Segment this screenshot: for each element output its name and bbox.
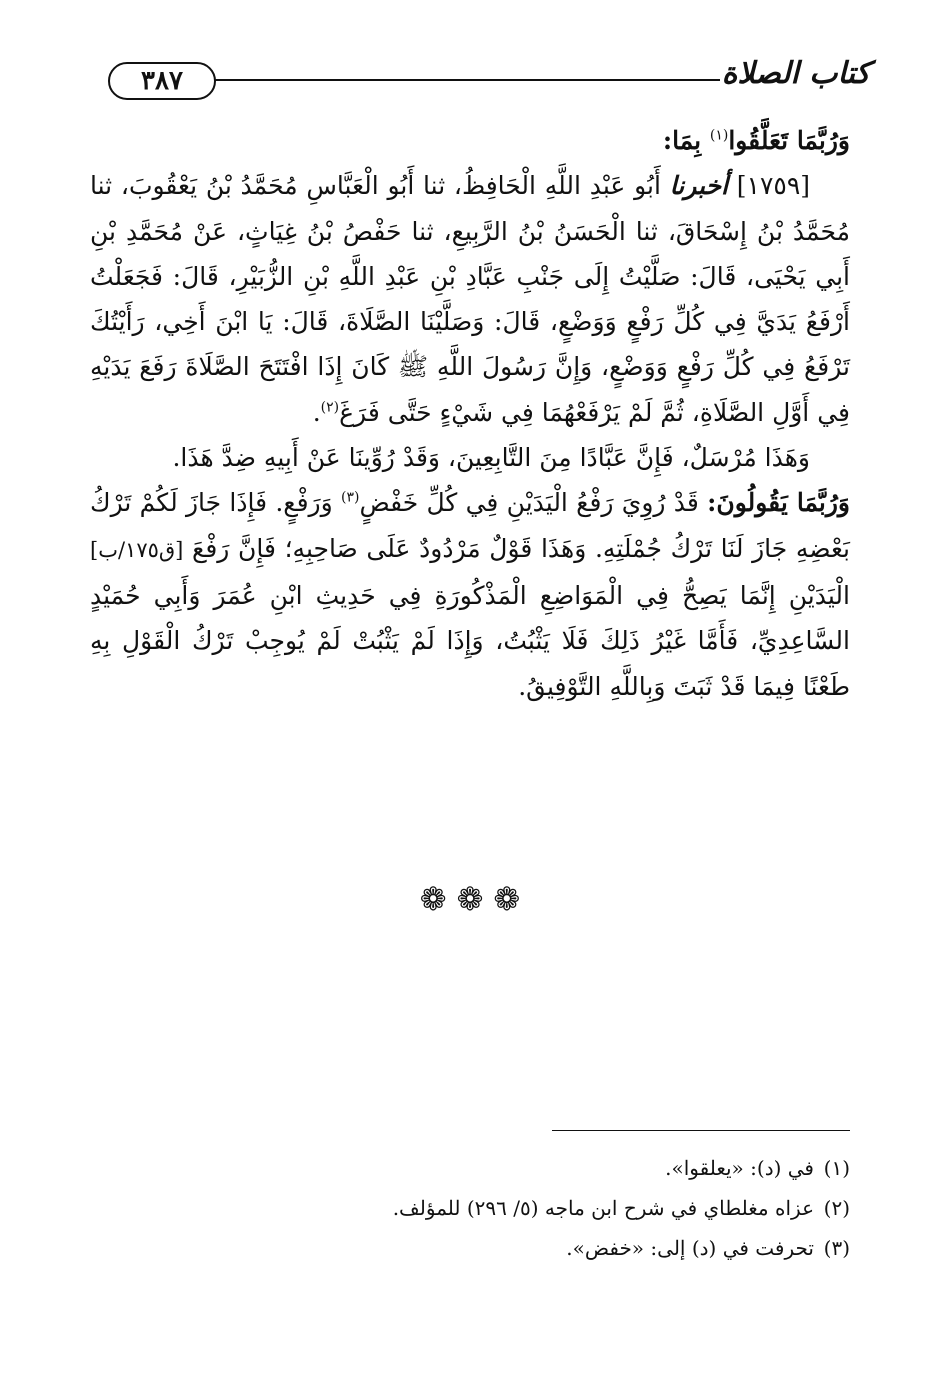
objection-lead: وَرُبَّمَا يَقُولُونَ: bbox=[707, 488, 850, 518]
paragraph-intro bbox=[90, 118, 850, 163]
footnote-item bbox=[90, 1188, 850, 1228]
footnote-ref-1: (١) bbox=[709, 127, 729, 144]
paragraph-hadith bbox=[90, 163, 850, 435]
footnote-item bbox=[90, 1148, 850, 1188]
footnote-number: (١) bbox=[823, 1156, 850, 1180]
manuscript-marker: [ق١٧٥/ب] bbox=[90, 537, 184, 562]
hadith-text: أَبُو عَبْدِ اللَّهِ الْحَافِظُ، ثنا أَبُو الْعَبَّاسِ مُحَمَّدُ بْنُ يَعْقُوبَ، ثنا مُحَمَّدُ بْنُ إِسْحَاقَ، ثنا الْحَسَنُ بْنُ الرَّبِيعِ، ثنا حَفْصُ بْنُ غِيَاثٍ، عَنْ مُحَمَّدِ بْنِ أَبِي يَحْيَى، قَالَ: صَلَّيْتُ إِلَى جَنْبِ عَبَّادِ بْنِ عَبْدِ اللَّهِ بْنِ الزُّبَيْرِ، قَالَ: فَجَعَلْتُ أَرْفَعُ يَدَيَّ فِي كُلِّ رَفْعٍ وَوَضْعٍ، قَالَ: وَصَلَّيْنَا الصَّلَاةَ، قَالَ: يَا ابْنَ أَخِي، رَأَيْتُكَ تَرْفَعُ فِي كُلِّ رَفْعٍ وَوَضْعٍ، وَإِنَّ رَسُولَ اللَّهِ ﷺ كَانَ إِذَا افْتَتَحَ الصَّلَاةَ رَفَعَ يَدَيْهِ فِي أَوَّلِ الصَّلَاةِ، ثُمَّ لَمْ يَرْفَعْهُمَا فِي شَيْءٍ حَتَّى فَرَغَ bbox=[90, 171, 850, 427]
footnote-number: (٣) bbox=[823, 1236, 850, 1260]
paragraph-mursal bbox=[90, 435, 850, 480]
objection-text-a: قَدْ رُوِيَ رَفْعُ الْيَدَيْنِ فِي كُلِّ خَفْضٍ bbox=[359, 488, 708, 518]
footnote-number: (٢) bbox=[823, 1196, 850, 1220]
footnote-ref-2: (٢) bbox=[320, 399, 340, 416]
hadith-number: [١٧٥٩] bbox=[736, 171, 811, 201]
footnote-text: تحرفت في (د) إلى: «خفض». bbox=[566, 1236, 814, 1260]
objection-text-c: الْيَدَيْنِ إِنَّمَا يَصِحُّ فِي الْمَوَاضِعِ الْمَذْكُورَةِ فِي حَدِيثِ ابْنِ عُمَرَ وَأَبِي حُمَيْدٍ السَّاعِدِيِّ، فَأَمَّا غَيْرُ ذَلِكَ فَلَا يَثْبُتُ، وَإِذَا لَمْ يَثْبُتْ لَمْ يُوجِبْ تَرْكُ الْقَوْلِ بِهِ طَعْنًا فِيمَا قَدْ ثَبَتَ وَبِاللَّهِ التَّوْفِيقُ. bbox=[90, 580, 850, 701]
section-ornaments: ❁❁❁ bbox=[419, 880, 531, 918]
intro-lead: وَرُبَّمَا تَعَلَّقُوا bbox=[728, 126, 850, 155]
akhbarana-word: أخبرنا bbox=[669, 171, 728, 201]
footnote-rule bbox=[552, 1130, 850, 1131]
footnotes bbox=[90, 1148, 850, 1268]
running-title: كتاب الصلاة bbox=[721, 56, 870, 91]
page-header bbox=[90, 56, 870, 100]
footnote-text: عزاه مغلطاي في شرح ابن ماجه (٥/ ٢٩٦) للمؤلف. bbox=[392, 1196, 814, 1220]
footnote-item bbox=[90, 1228, 850, 1268]
objection-text-b: وَرَفْعٍ. فَإِذَا جَازَ لَكُمْ تَرْكُ بَعْضِهِ جَازَ لَنَا تَرْكُ جُمْلَتِهِ. وَهَذَا قَوْلٌ مَرْدُودٌ عَلَى صَاحِبِهِ؛ فَإِنَّ رَفْعَ bbox=[90, 488, 850, 563]
page-number: ٣٨٧ bbox=[108, 62, 216, 100]
main-text bbox=[90, 118, 850, 709]
mursal-text: وَهَذَا مُرْسَلٌ، فَإِنَّ عَبَّادًا مِنَ التَّابِعِينَ، وَقَدْ رُوِّينَا عَنْ أَبِيهِ ضِدَّ هَذَا. bbox=[172, 443, 810, 473]
footnote-text: في (د): «يعلقوا». bbox=[665, 1156, 814, 1180]
paragraph-objection bbox=[90, 480, 850, 708]
footnote-ref-3: (٣) bbox=[340, 490, 360, 507]
hadith-end: . bbox=[312, 397, 321, 427]
intro-rest: بِمَا: bbox=[662, 126, 710, 155]
header-rule bbox=[214, 79, 720, 81]
